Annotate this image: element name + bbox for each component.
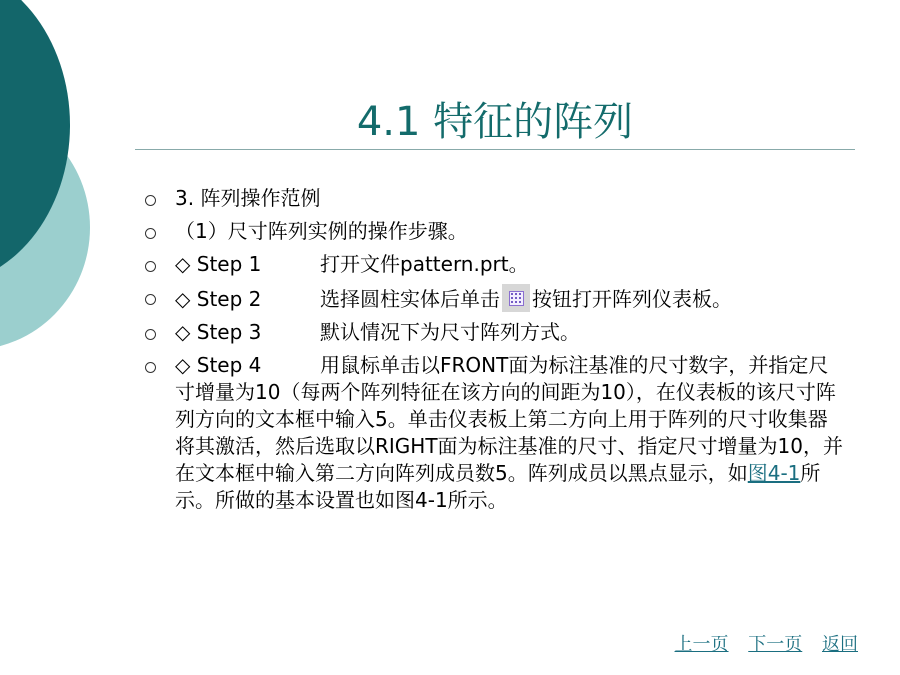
title-divider (135, 149, 855, 150)
item-text: （1）尺寸阵列实例的操作步骤。 (175, 219, 468, 243)
step-label: Step 2 (196, 287, 262, 311)
step-item (145, 251, 845, 278)
step-text: 打开文件pattern.prt。 (320, 252, 529, 276)
slide-title: 4.1 特征的阵列 (356, 99, 634, 145)
item-text: 3. 阵列操作范例 (175, 186, 321, 210)
figure-link[interactable]: 图4-1 (747, 461, 801, 485)
diamond-icon: ◇ (175, 252, 191, 276)
step-label: Step 3 (196, 320, 262, 344)
step-label: Step 4 (196, 353, 262, 377)
slide-navigation (661, 630, 858, 656)
list-item (145, 218, 845, 245)
pattern-array-icon (502, 284, 530, 312)
step-text-after: 按钮打开阵列仪表板。 (532, 287, 732, 311)
step-text-before: 用鼠标单击以FRONT面为标注基准的尺寸数字，并指定尺寸增量为10（每两个阵列特征在该方向的间距为10），在仪表板的该尺寸阵列方向的文本框中输入5。单击仪表板上第二方向上用于阵列的尺寸收集器将其激活，然后选取以RIGHT面为标注基准的尺寸、指定尺寸增量为10，并在文本框中输入第二方向阵列成员数5。阵列成员以黑点显示，如 (175, 353, 843, 485)
bullet-circle-icon (145, 228, 156, 239)
step-text-before: 选择圆柱实体后单击 (320, 287, 500, 311)
diamond-icon: ◇ (175, 320, 191, 344)
bullet-circle-icon (145, 294, 156, 305)
bullet-circle-icon (145, 362, 156, 373)
list-item (145, 185, 845, 212)
bullet-list (145, 185, 845, 520)
step-label: Step 1 (196, 252, 262, 276)
step-text: 默认情况下为尺寸阵列方式。 (320, 320, 580, 344)
diamond-icon: ◇ (175, 353, 191, 377)
prev-page-link[interactable]: 上一页 (674, 634, 729, 655)
bullet-circle-icon (145, 195, 156, 206)
step-item (145, 319, 845, 346)
next-page-link[interactable]: 下一页 (748, 634, 803, 655)
step-item (145, 352, 845, 514)
bullet-circle-icon (145, 329, 156, 340)
decorative-circles (0, 0, 120, 360)
bullet-circle-icon (145, 261, 156, 272)
step-text-after: 所示。所做的基本设置也如图4-1所示。 (175, 461, 821, 512)
diamond-icon: ◇ (175, 287, 191, 311)
step-item (145, 284, 845, 313)
back-link[interactable]: 返回 (822, 634, 858, 655)
